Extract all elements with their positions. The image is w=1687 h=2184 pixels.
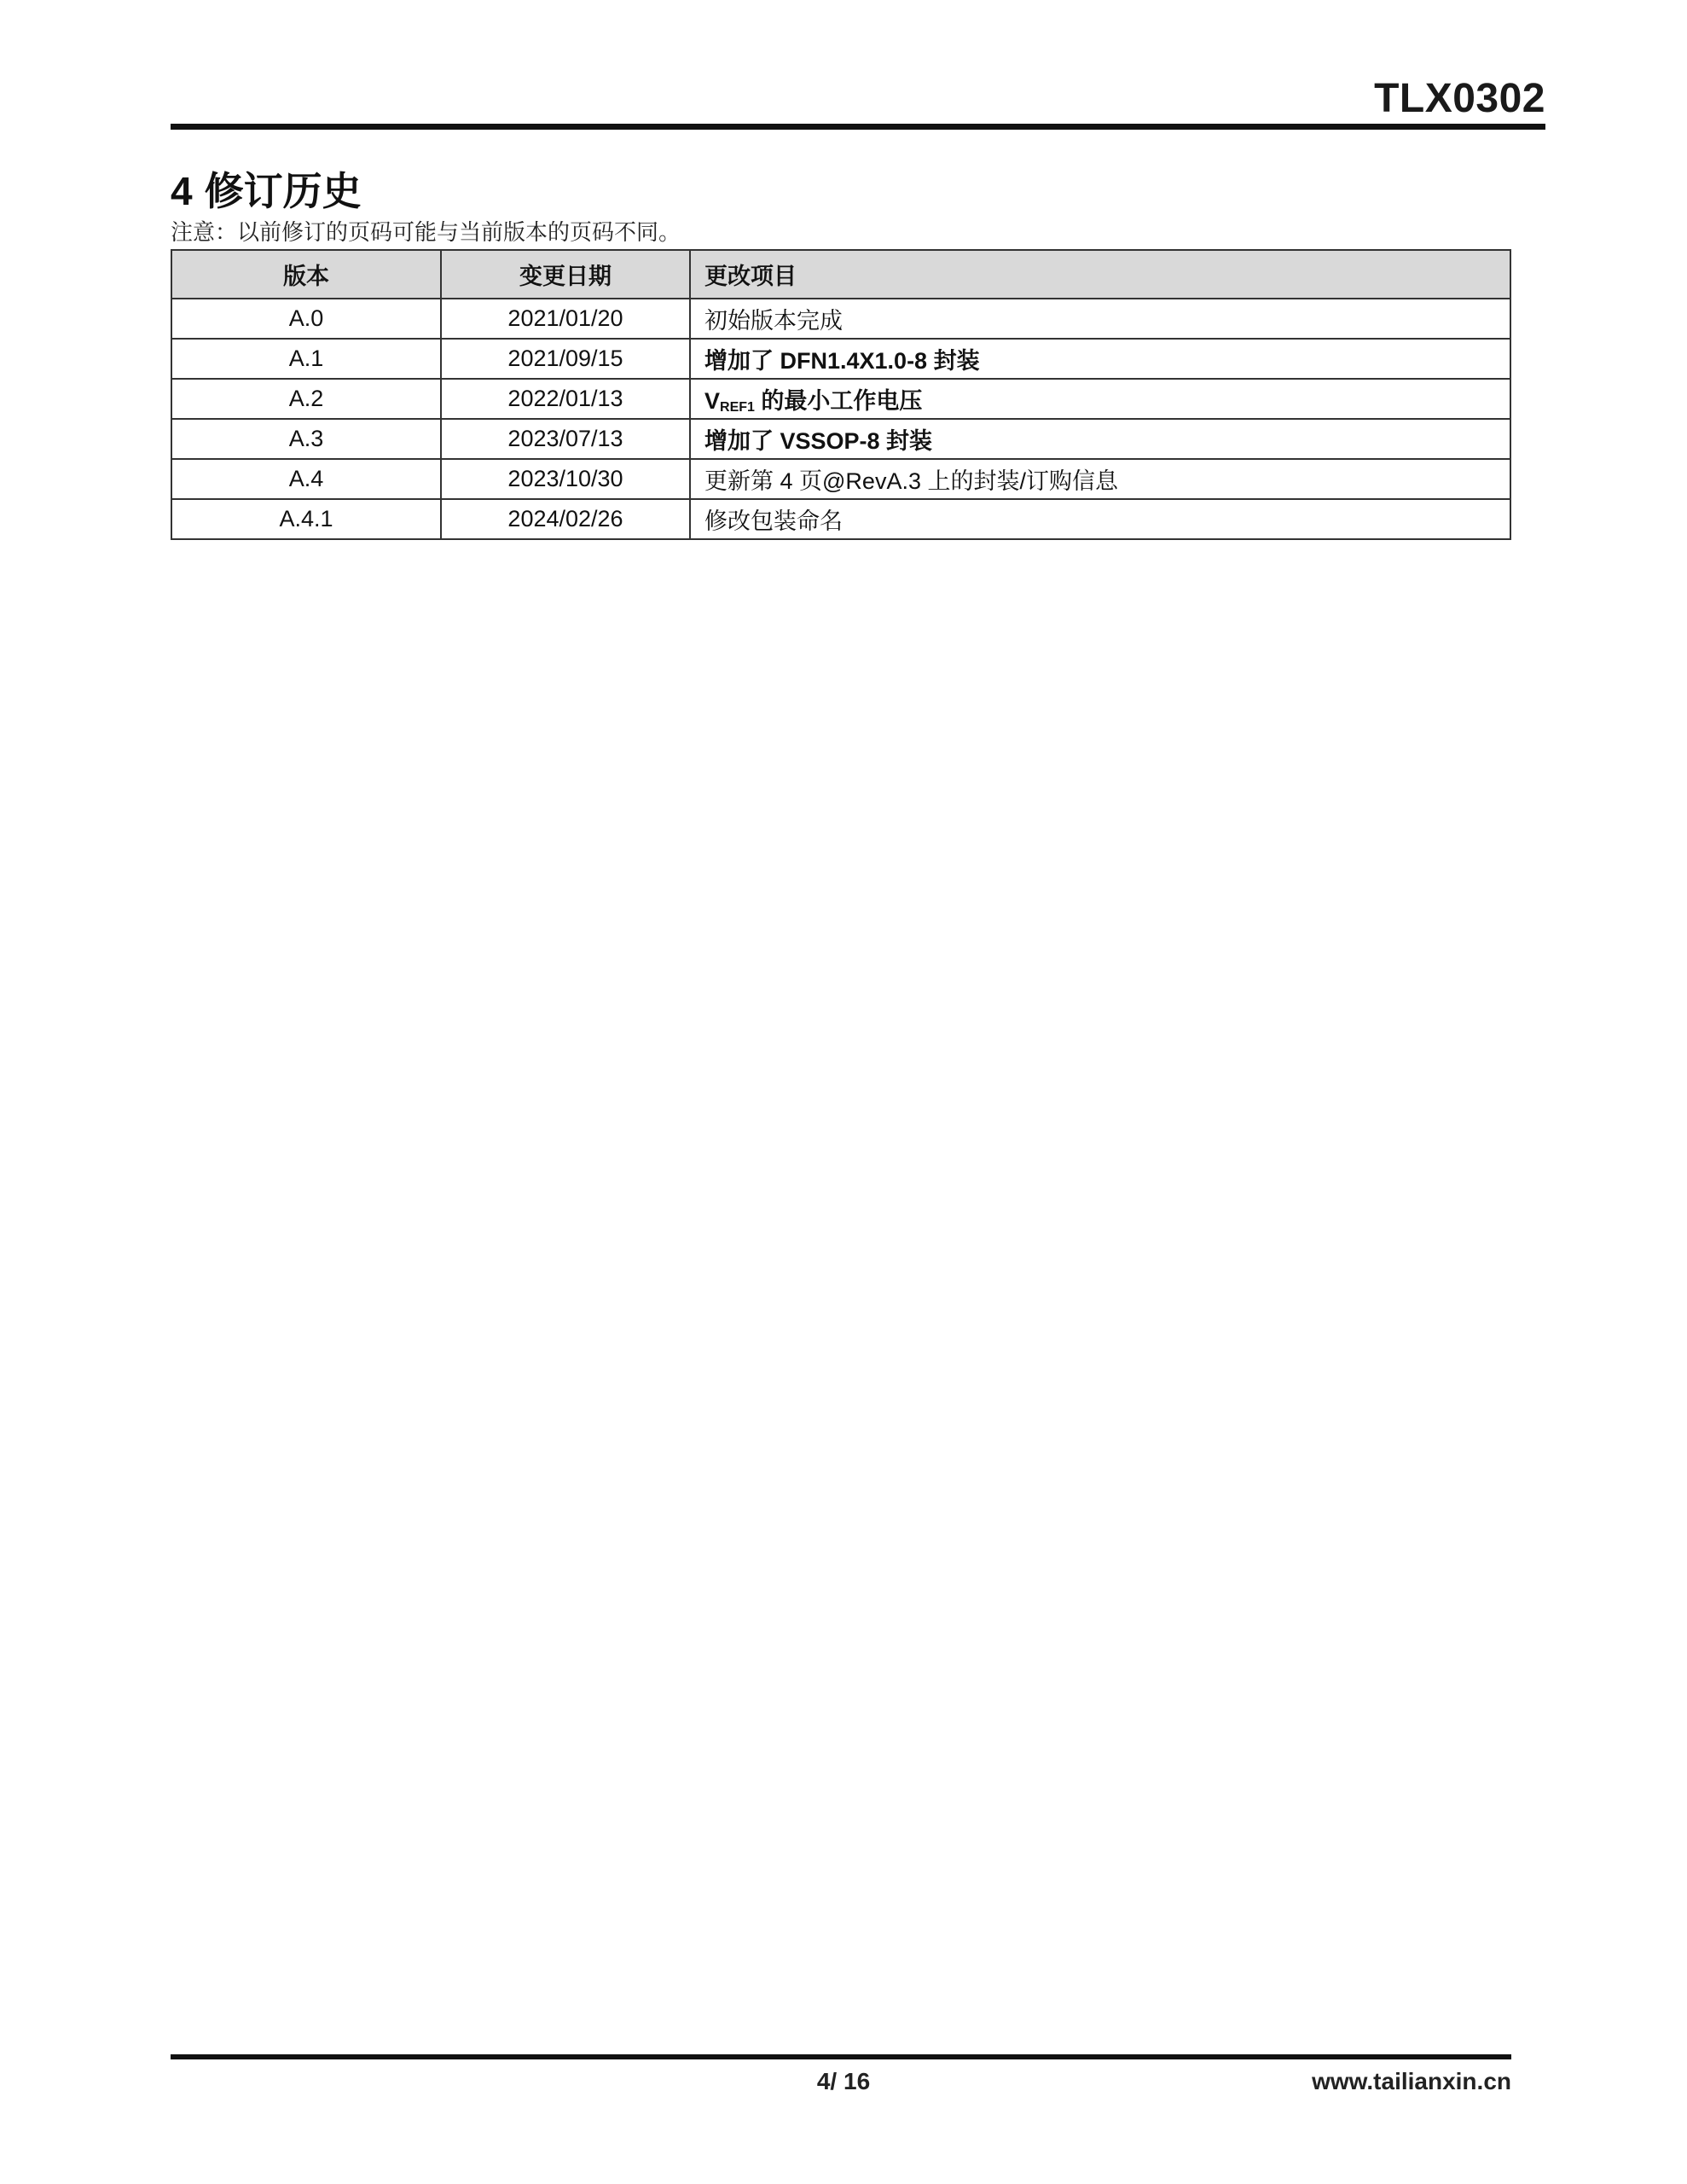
document-part-number: TLX0302 [1374, 76, 1545, 121]
cell-change: 初始版本完成 [690, 299, 1510, 339]
cell-date: 2021/01/20 [441, 299, 690, 339]
cell-version: A.4 [171, 459, 441, 499]
cell-version: A.4.1 [171, 499, 441, 539]
cell-version: A.0 [171, 299, 441, 339]
table-row [171, 339, 1510, 379]
cell-change [690, 379, 1510, 419]
website-link[interactable]: www.tailianxin.cn [1312, 2068, 1511, 2094]
column-header-version: 版本 [171, 250, 441, 299]
section-heading [171, 160, 362, 217]
cell-change: 更新第 4 页@RevA.3 上的封装/订购信息 [690, 459, 1510, 499]
section-title: 修订历史 [204, 169, 362, 213]
column-header-change: 更改项目 [690, 250, 1510, 299]
cell-change: 增加了 DFN1.4X1.0-8 封装 [690, 339, 1510, 379]
cell-change-text: 的最小工作电压 [754, 388, 923, 414]
cell-version: A.1 [171, 339, 441, 379]
column-header-date: 变更日期 [441, 250, 690, 299]
table-row [171, 379, 1510, 419]
header-rule [171, 124, 1545, 130]
cell-date: 2023/10/30 [441, 459, 690, 499]
cell-version: A.3 [171, 419, 441, 459]
revision-history-table [171, 249, 1511, 540]
table-row [171, 499, 1510, 539]
cell-change-subscript: REF1 [720, 400, 755, 415]
cell-date: 2023/07/13 [441, 419, 690, 459]
table-header-row [171, 250, 1510, 299]
revision-note: 注意：以前修订的页码可能与当前版本的页码不同。 [171, 219, 681, 245]
cell-date: 2021/09/15 [441, 339, 690, 379]
cell-date: 2024/02/26 [441, 499, 690, 539]
cell-change: 修改包装命名 [690, 499, 1510, 539]
footer-rule [171, 2054, 1511, 2059]
table-row [171, 419, 1510, 459]
table-row [171, 299, 1510, 339]
cell-version: A.2 [171, 379, 441, 419]
cell-change-symbol: V [704, 388, 721, 414]
table-row [171, 459, 1510, 499]
section-number: 4 [171, 169, 193, 213]
cell-date: 2022/01/13 [441, 379, 690, 419]
cell-change: 增加了 VSSOP-8 封装 [690, 419, 1510, 459]
page-number: 4/ 16 [816, 2068, 871, 2094]
